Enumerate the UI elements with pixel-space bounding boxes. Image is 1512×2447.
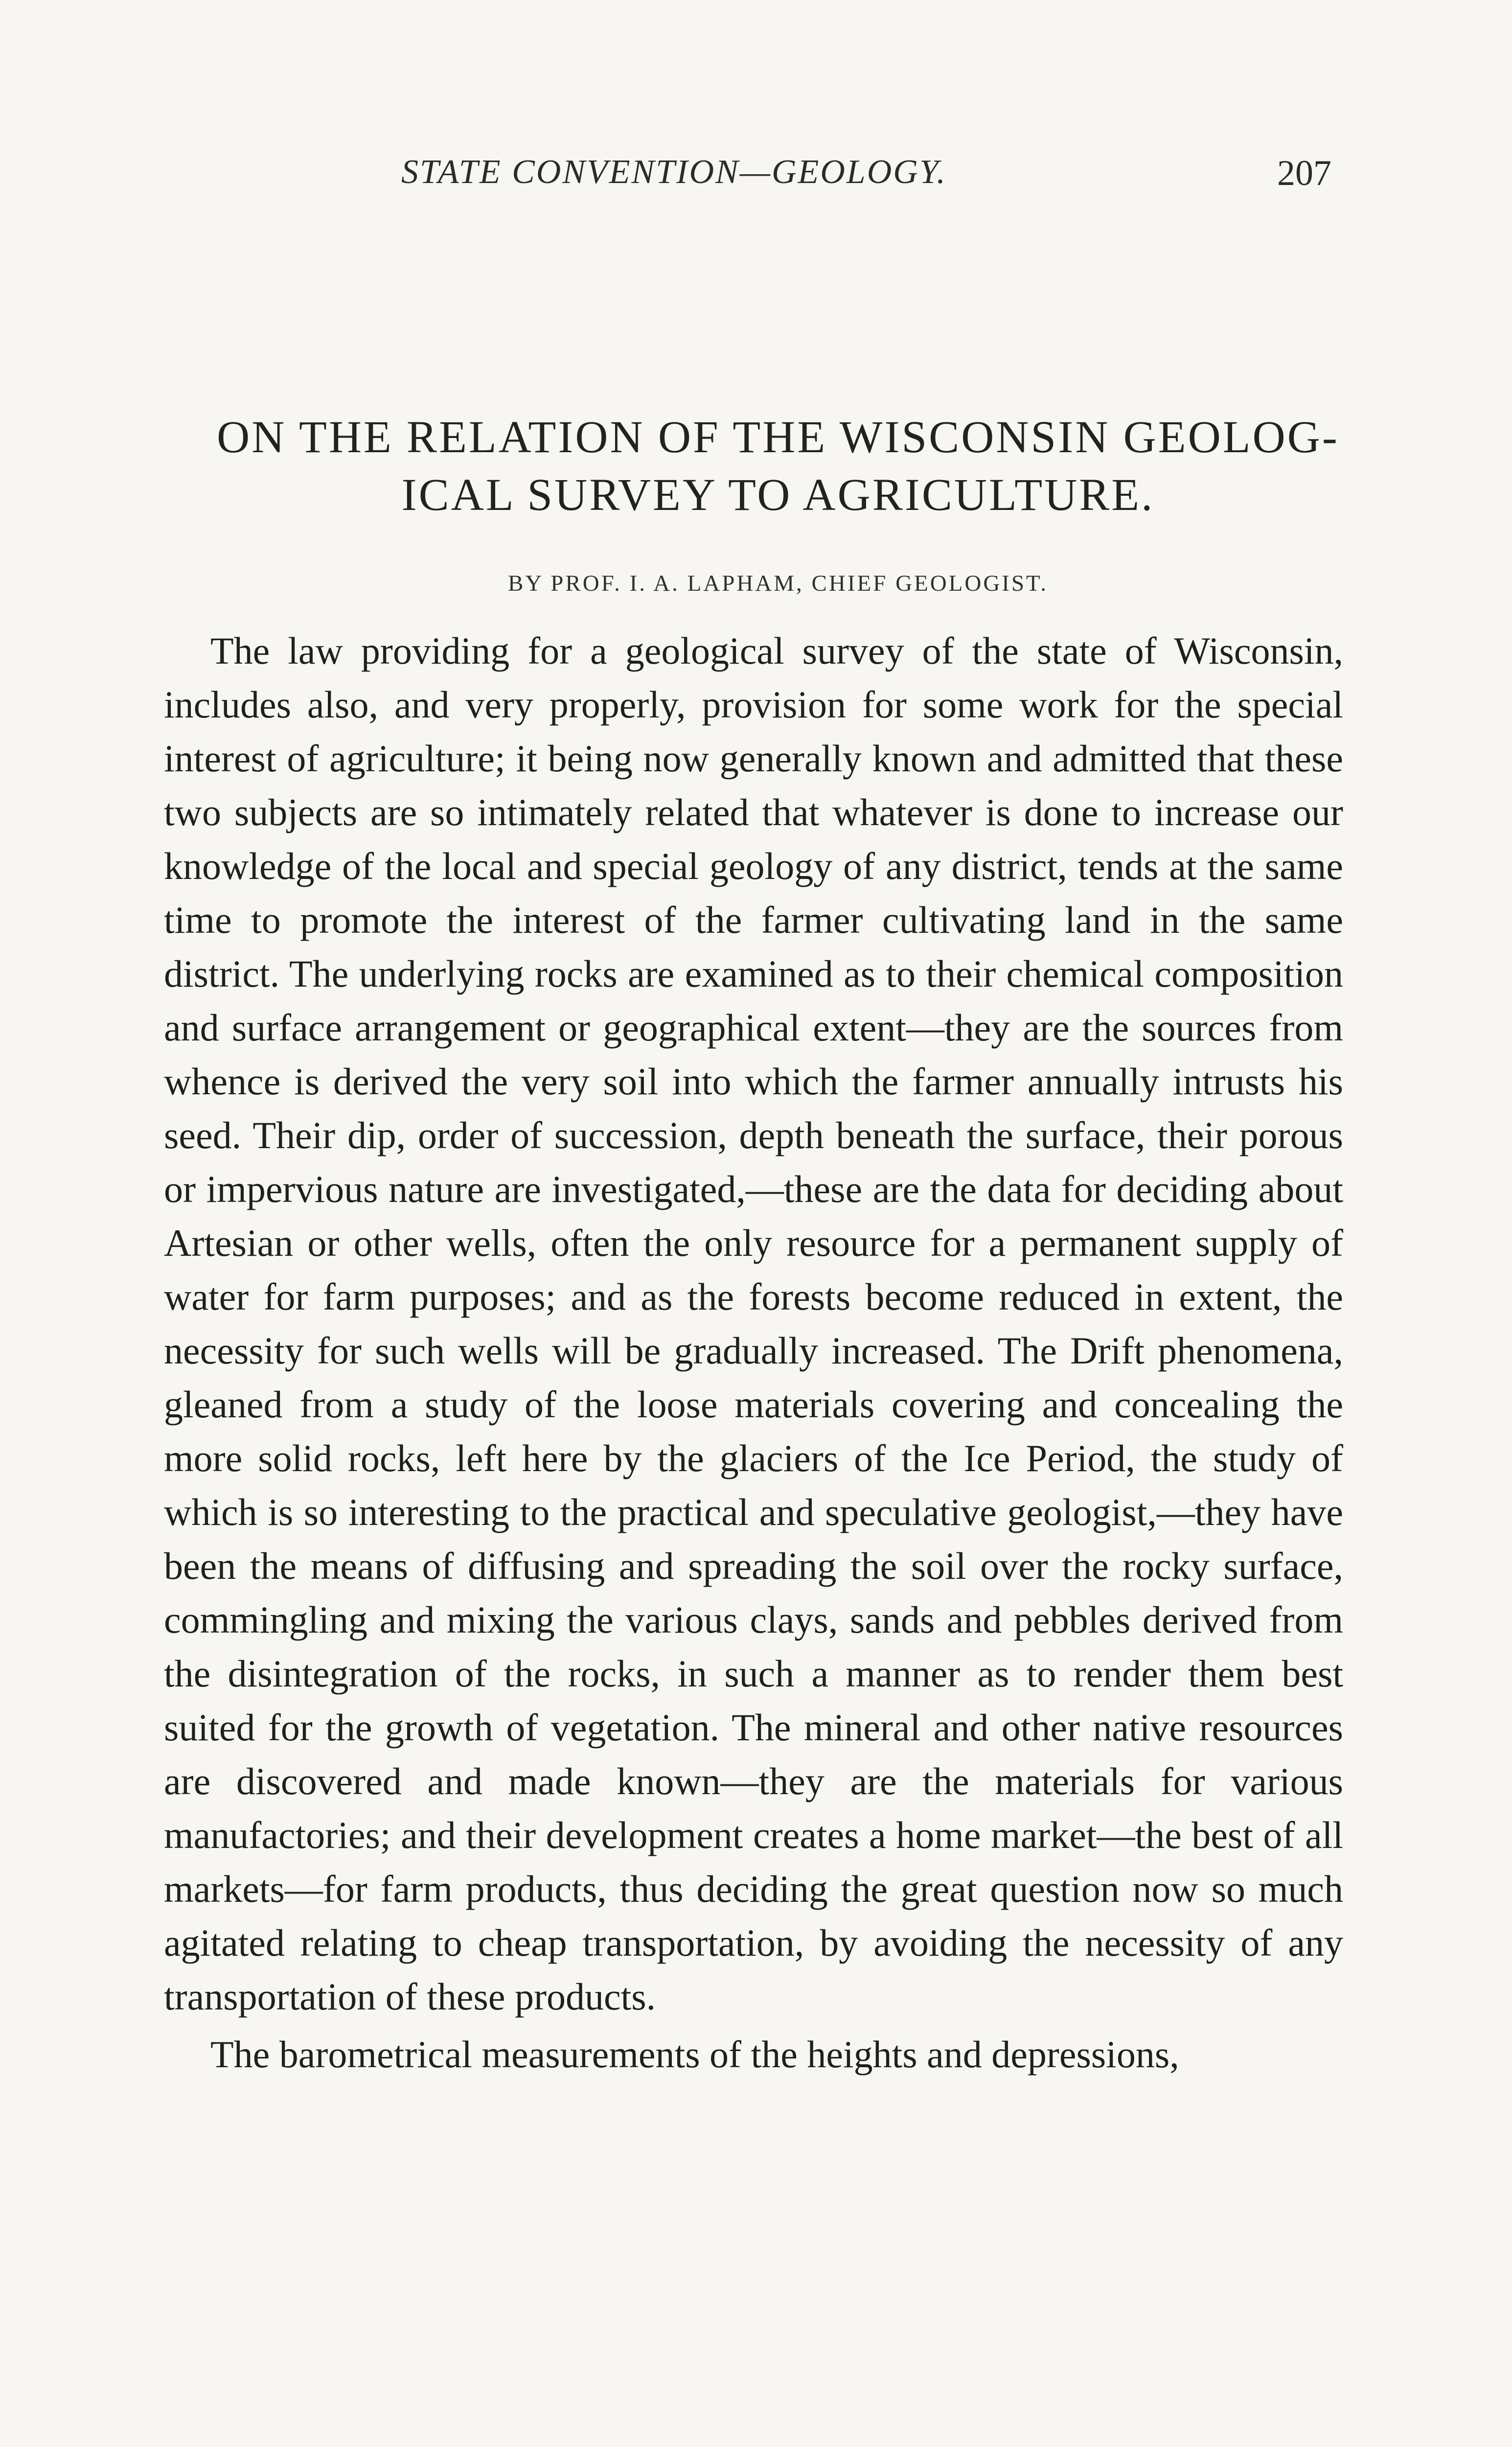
byline: BY PROF. I. A. LAPHAM, CHIEF GEOLOGIST. [507, 571, 1049, 596]
article-title-line-2: ICAL SURVEY TO AGRICULTURE. [401, 470, 1155, 520]
paragraph-1: The law providing for a geological survey of the state of Wisconsin, includes also, and very properly, provision for some work for the special interest of agriculture; it being now generally known and admitted that these two subjects are so intimately related that whatever is done to increase our knowledge of the local and special geology of any district, tends at the same time to promote the interest of the farmer cultivating land in the same district. The underlying rocks are examined as to their chemical composition and surface arrangement or geographical extent—they are the sources from whence is derived the very soil into which the farmer annually intrusts his seed. Their dip, order of succession, depth beneath the surface, their porous or impervious nature are investigated,—these are the data for deciding about Artesian or other wells, often the only resource for a permanent supply of water for farm purposes; and as the forests become reduced in extent, the necessity for such wells will be gradually increased. The Drift phenomena, gleaned from a study of the loose materials covering and concealing the more solid rocks, left here by the glaciers of the Ice Period, the study of which is so interesting to the practical and speculative geologist,—they have been the means of diffusing and spreading the soil over the rocky surface, commingling and mixing the various clays, sands and pebbles derived from the disintegration of the rocks, in such a manner as to render them best suited for the growth of vegetation. The mineral and other native resources are discovered and made known—they are the materials for various manufactories; and their development creates a home market—the best of all markets—for farm products, thus deciding the great question now so much agitated relating to cheap transportation, by avoiding the necessity of any transportation of these products. [164, 629, 1343, 2018]
paragraph-2: The barometrical measurements of the heights and depressions, [210, 2033, 1179, 2076]
running-head: STATE CONVENTION—GEOLOGY. [401, 153, 947, 191]
article-title [164, 409, 1392, 524]
article-body [164, 624, 1343, 2081]
page-number: 207 [1277, 153, 1331, 193]
article-title-line-1: ON THE RELATION OF THE WISCONSIN GEOLOG- [217, 412, 1339, 462]
